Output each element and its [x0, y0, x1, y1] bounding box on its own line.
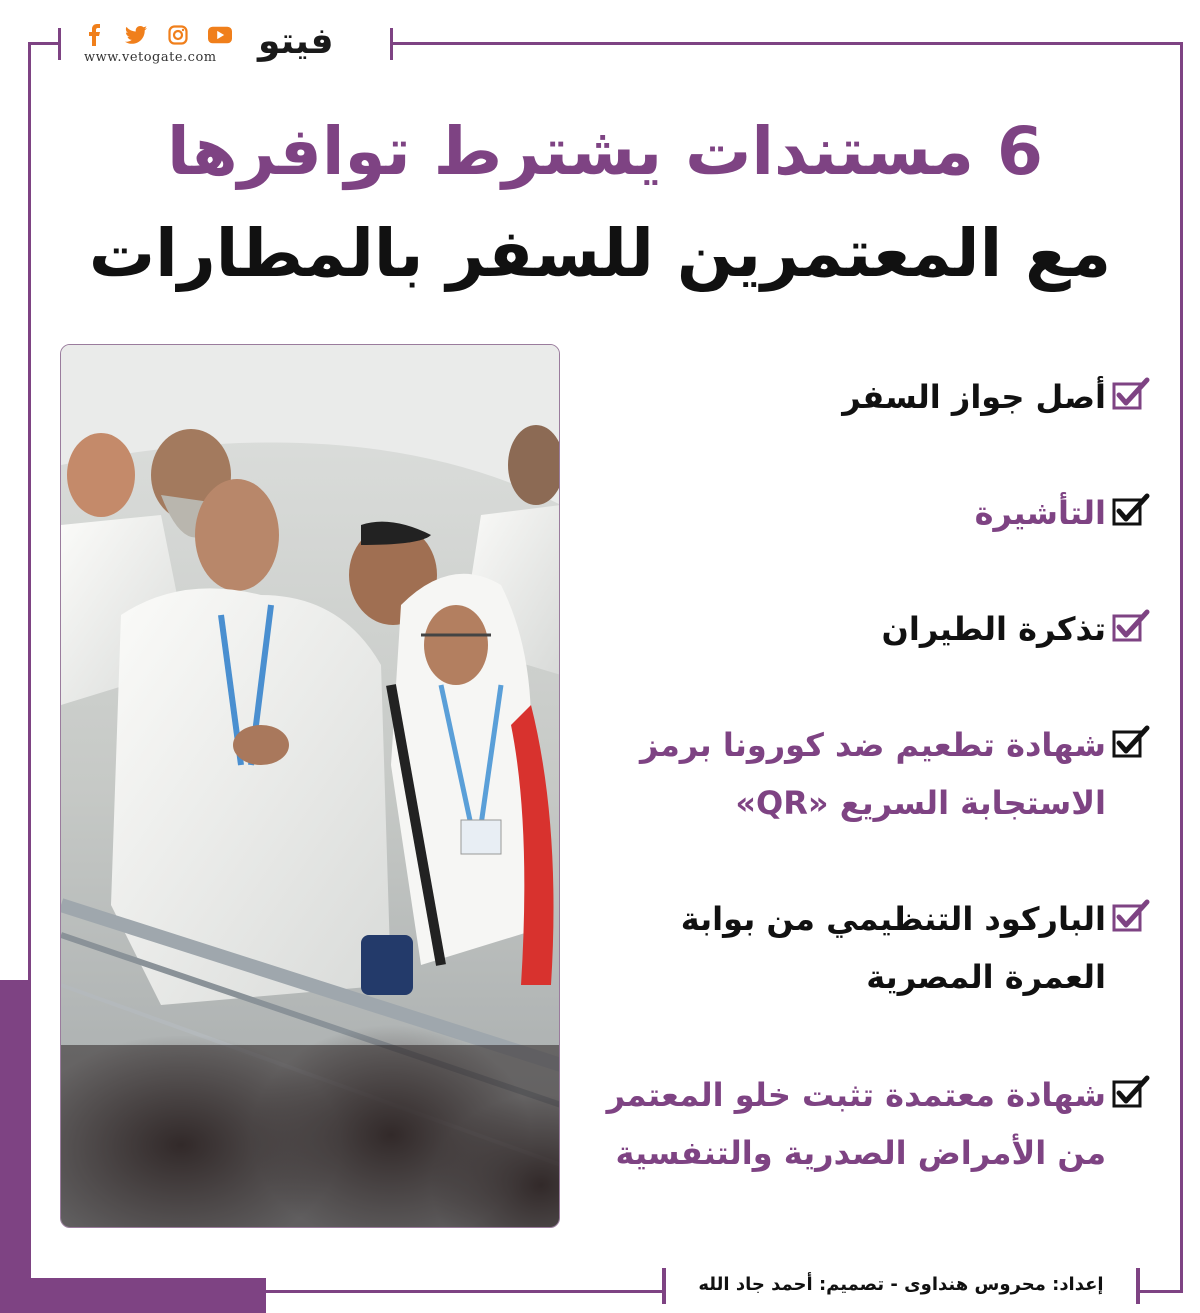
page-title-line-2: مع المعتمرين للسفر بالمطارات — [88, 215, 1112, 292]
checklist-item — [590, 600, 1150, 658]
checklist-item-text: شهادة معتمدة تثبت خلو المعتمر من الأمراض الصدرية والتنفسية — [606, 1076, 1106, 1172]
footer-credits: إعداد: محروس هنداوى - تصميم: أحمد جاد الله — [698, 1274, 1104, 1295]
frame-tick — [58, 28, 61, 60]
frame-line-left — [28, 42, 31, 292]
check-icon — [1112, 492, 1150, 526]
check-icon — [1112, 608, 1150, 642]
twitter-icon[interactable] — [124, 24, 148, 46]
bottom-accent-block — [28, 1278, 266, 1313]
frame-line-left-lower — [28, 292, 31, 1292]
checklist-item-text: التأشيرة — [974, 494, 1106, 532]
facebook-icon[interactable] — [82, 24, 106, 46]
pilgrims-photo — [60, 344, 560, 1228]
youtube-icon[interactable] — [208, 24, 232, 46]
checklist-item — [590, 890, 1150, 1006]
check-icon — [1112, 724, 1150, 758]
checklist-item — [590, 368, 1150, 426]
checklist-item-text: أصل جواز السفر — [842, 378, 1106, 416]
check-icon — [1112, 376, 1150, 410]
checklist-item-text: شهادة تطعيم ضد كورونا برمز الاستجابة السريع «QR» — [640, 726, 1106, 822]
frame-line-bottom-right — [1140, 1290, 1183, 1293]
site-url[interactable]: www.vetogate.com — [84, 50, 217, 65]
frame-line-right — [1180, 42, 1183, 1292]
instagram-icon[interactable] — [166, 24, 190, 46]
check-icon — [1112, 898, 1150, 932]
vetogate-logo[interactable] — [258, 16, 334, 66]
checklist-item-text: تذكرة الطيران — [881, 610, 1106, 648]
side-accent-block — [0, 980, 28, 1313]
page-title-line-1: 6 مستندات يشترط توافرها — [167, 113, 1043, 190]
checklist-item — [590, 716, 1150, 832]
checklist-item — [590, 484, 1150, 542]
checklist-item — [590, 1066, 1150, 1182]
logo-text: فيتو — [258, 20, 334, 62]
frame-line-top-left — [28, 42, 58, 45]
pilgrims-illustration — [61, 345, 560, 1228]
site-header — [62, 16, 392, 72]
social-icons-row — [82, 24, 232, 46]
frame-line-top-right — [392, 42, 1182, 45]
checklist-item-text: الباركود التنظيمي من بوابة العمرة المصرية — [680, 900, 1106, 996]
check-icon — [1112, 1074, 1150, 1108]
